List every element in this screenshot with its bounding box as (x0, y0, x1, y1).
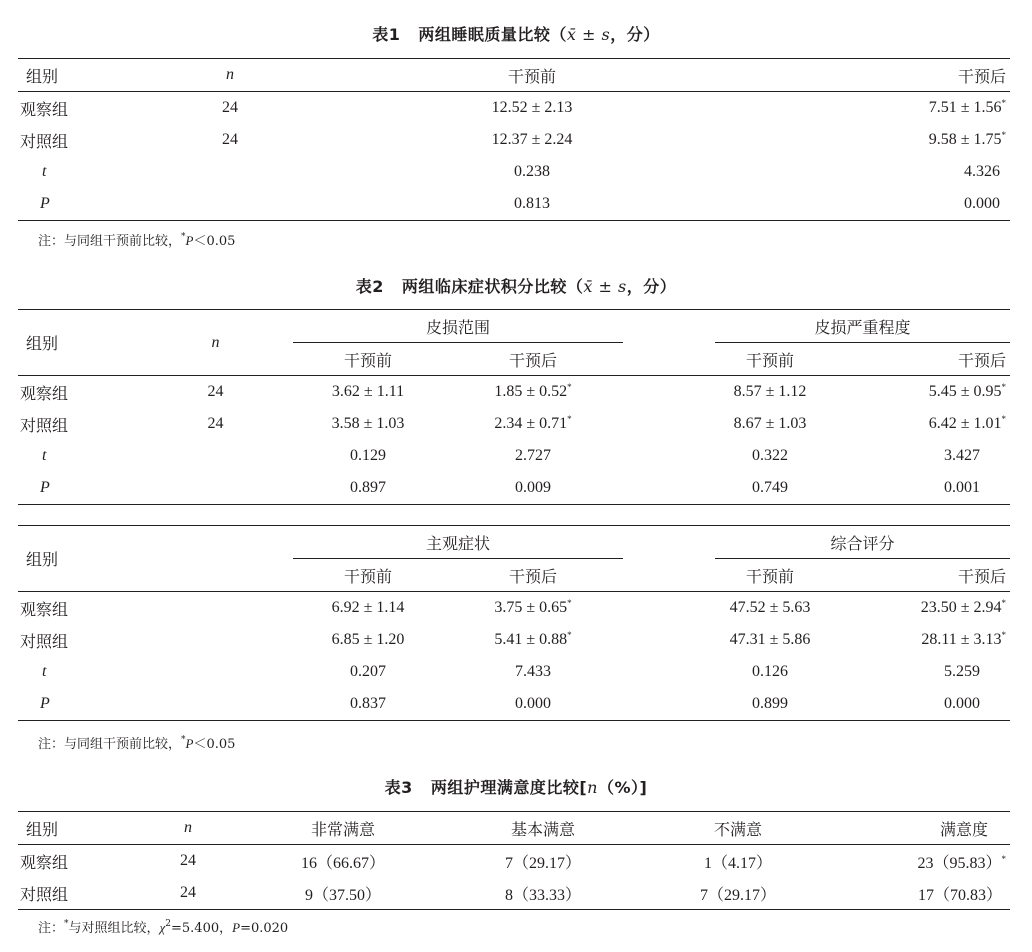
group-header: 组别 (18, 310, 138, 376)
value-cell: 0.322 (752, 447, 788, 464)
before-header: 干预前 (293, 559, 443, 592)
table1-note: 注：与同组干预前比较，*P＜0.05 (38, 232, 236, 249)
span-header: 综合评分 (715, 526, 1010, 559)
n-cell: 24 (222, 131, 238, 148)
value-cell: 28.11 ± 3.13* (921, 630, 1006, 648)
value-cell: 0.000 (964, 195, 1000, 212)
table-row (18, 845, 1010, 878)
value-cell: 23（95.83）* (917, 853, 1006, 872)
n-header: n (138, 59, 322, 92)
value-cell: 0.001 (944, 479, 980, 496)
value-cell: 0.000 (944, 695, 980, 712)
table-row (18, 188, 1010, 221)
column-header: 满意度 (838, 812, 1010, 845)
group-cell: 对照组 (20, 131, 69, 151)
n-header: n (138, 310, 293, 376)
group-header: 组别 (18, 812, 138, 845)
value-cell: 2.34 ± 0.71* (494, 414, 572, 432)
value-cell: 6.42 ± 1.01* (928, 414, 1006, 432)
gap (623, 559, 715, 592)
value-cell: 0.129 (350, 447, 386, 464)
table3 (18, 811, 1010, 910)
value-cell: 7.433 (515, 663, 551, 680)
value-cell: 6.92 ± 1.14 (331, 599, 405, 616)
value-cell: 5.45 ± 0.95* (928, 382, 1006, 400)
stat-label: t (42, 163, 47, 180)
gap (623, 440, 715, 472)
value-cell: 23.50 ± 2.94* (920, 598, 1006, 616)
table2-part2 (18, 525, 1010, 721)
table3-header-row (18, 812, 1010, 845)
stat-label: t (42, 447, 47, 464)
value-cell: 0.749 (752, 479, 788, 496)
value-cell: 16（66.67） (300, 854, 385, 872)
before-header: 干预前 (293, 343, 443, 376)
value-cell: 5.41 ± 0.88* (494, 630, 572, 648)
table-row (18, 877, 1010, 910)
table1-header-row (18, 59, 1010, 92)
table-row (18, 440, 1010, 472)
value-cell: 3.75 ± 0.65* (494, 598, 572, 616)
value-cell: 4.326 (964, 163, 1000, 180)
span-header: 主观症状 (293, 526, 623, 559)
value-cell: 3.62 ± 1.11 (331, 383, 405, 400)
span-header-row (18, 526, 1010, 559)
gap (623, 526, 715, 559)
group-cell: 观察组 (20, 99, 69, 119)
value-cell: 9（37.50） (304, 886, 381, 904)
column-header: 基本满意 (448, 812, 638, 845)
value-cell: 12.52 ± 2.13 (491, 99, 573, 116)
table2-part1 (18, 309, 1010, 505)
n-cell (138, 440, 293, 472)
table3-caption: 表3 两组护理满意度比较[n（%）] (384, 778, 648, 797)
value-cell: 3.427 (944, 447, 980, 464)
group-cell: 观察组 (20, 599, 69, 619)
gap (623, 343, 715, 376)
value-cell: 0.238 (514, 163, 550, 180)
value-cell: 7（29.17） (504, 854, 581, 872)
table-row (18, 92, 1010, 125)
value-cell: 0.000 (515, 695, 551, 712)
table-row (18, 624, 1010, 656)
value-cell: 17（70.83） (917, 886, 1002, 904)
n-cell: 24 (180, 884, 196, 901)
after-header: 干预后 (742, 59, 1010, 92)
stat-label: P (40, 695, 50, 712)
value-cell: 8（33.33） (504, 886, 581, 904)
value-cell: 5.259 (944, 663, 980, 680)
table-row (18, 656, 1010, 688)
gap (623, 472, 715, 505)
span-header: 皮损范围 (293, 310, 623, 343)
gap (623, 408, 715, 440)
table3-note: 注：*与对照组比较，$\chi^2=5.400$，P=0.020 (38, 919, 289, 936)
value-cell: 9.58 ± 1.75* (928, 130, 1006, 148)
table2-note: 注：与同组干预前比较，*P＜0.05 (38, 735, 236, 752)
table-row (18, 688, 1010, 721)
group-cell: 对照组 (20, 884, 69, 904)
before-header: 干预前 (715, 343, 825, 376)
table-row (18, 592, 1010, 625)
stat-label: t (42, 663, 47, 680)
value-cell: 1（4.17） (703, 854, 772, 872)
before-header: 干预前 (715, 559, 825, 592)
value-cell: 0.897 (350, 479, 386, 496)
n-cell: 24 (207, 415, 224, 432)
n-cell: 24 (222, 99, 238, 116)
gap (623, 624, 715, 656)
value-cell: 6.85 ± 1.20 (331, 631, 405, 648)
n-cell: 24 (180, 852, 196, 869)
value-cell: 7.51 ± 1.56* (928, 98, 1006, 116)
gap (623, 688, 715, 721)
n-cell (138, 188, 322, 221)
value-cell: 8.57 ± 1.12 (733, 383, 807, 400)
stat-label: P (40, 479, 50, 496)
value-cell: 47.31 ± 5.86 (729, 631, 811, 648)
after-header: 干预后 (825, 343, 1010, 376)
group-cell: 对照组 (20, 415, 69, 435)
table-row (18, 408, 1010, 440)
value-cell: 47.52 ± 5.63 (729, 599, 811, 616)
gap (623, 592, 715, 625)
value-cell: 12.37 ± 2.24 (491, 131, 573, 148)
value-cell: 3.58 ± 1.03 (331, 415, 405, 432)
value-cell: 0.126 (752, 663, 788, 680)
table1-caption: 表1 两组睡眠质量比较（x̄ ± s，分） (372, 25, 660, 44)
after-header: 干预后 (443, 559, 623, 592)
value-cell: 2.727 (515, 447, 551, 464)
after-header: 干预后 (443, 343, 623, 376)
table1 (18, 58, 1010, 221)
group-cell: 观察组 (20, 852, 69, 872)
value-cell: 0.837 (350, 695, 386, 712)
n-cell (138, 156, 322, 188)
n-cell: 24 (207, 383, 224, 400)
group-header: 组别 (18, 526, 293, 592)
n-header: n (138, 812, 238, 845)
before-header: 干预前 (322, 59, 742, 92)
table-row (18, 156, 1010, 188)
table-row (18, 472, 1010, 505)
group-header: 组别 (18, 59, 138, 92)
value-cell: 0.813 (514, 195, 550, 212)
value-cell: 0.207 (350, 663, 386, 680)
group-cell: 对照组 (20, 631, 69, 651)
gap (623, 310, 715, 343)
span-header: 皮损严重程度 (715, 310, 1010, 343)
table2-caption: 表2 两组临床症状积分比较（x̄ ± s，分） (355, 277, 677, 296)
value-cell: 0.899 (752, 695, 788, 712)
after-header: 干预后 (825, 559, 1010, 592)
value-cell: 1.85 ± 0.52* (494, 382, 572, 400)
gap (623, 656, 715, 688)
value-cell: 7（29.17） (699, 886, 776, 904)
table-row (18, 124, 1010, 156)
table-row (18, 376, 1010, 409)
n-cell (138, 472, 293, 505)
column-header: 非常满意 (238, 812, 448, 845)
span-header-row (18, 310, 1010, 343)
value-cell: 8.67 ± 1.03 (733, 415, 807, 432)
gap (623, 376, 715, 409)
stat-label: P (40, 195, 50, 212)
group-cell: 观察组 (20, 383, 69, 403)
column-header: 不满意 (638, 812, 838, 845)
value-cell: 0.009 (515, 479, 551, 496)
